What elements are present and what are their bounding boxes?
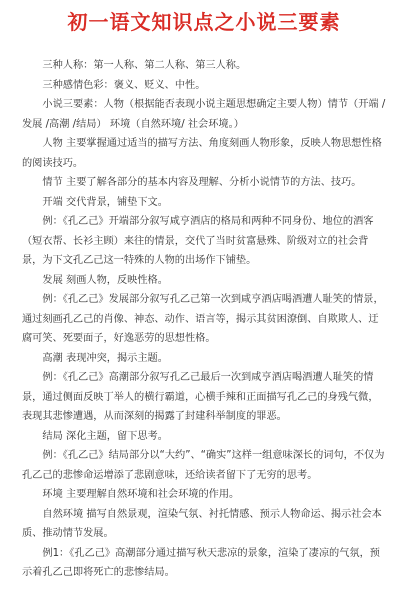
paragraph-development: 发展 刻画人物，反映性格。 bbox=[42, 274, 168, 286]
paragraph-environment: 环境 主要理解自然环境和社会环境的作用。 bbox=[42, 489, 240, 500]
paragraph-ending-example: 例：《孔乙己》结局部分以“大约”、“确实”这样一组意味深长的词句，不仅为孔乙己的悲惨命运增添了悲剧意味，还给读者留下了无穷的思考。 bbox=[22, 450, 385, 481]
paragraph-opening-example: 例：《孔乙己》开端部分叙写咸亨酒店的格局和两种不同身份、地位的酒客（短衣帮、长衫主顾）来往的情景，交代了当时贫富悬殊、阶级对立的社会背景，为下文孔乙己这一特殊的人物的出场作下铺垫。 bbox=[22, 216, 374, 266]
paragraph-opening: 开端 交代背景，铺垫下文。 bbox=[42, 196, 168, 208]
paragraph-plot: 情节 主要了解各部分的基本内容及理解、分析小说情节的方法、技巧。 bbox=[42, 177, 362, 188]
document-title: 初一语文知识点之小说三要素 bbox=[67, 10, 341, 34]
paragraph-ending: 结局 深化主题，留下思考。 bbox=[42, 430, 168, 442]
paragraph-natural-environment: 自然环境 描写自然景观，渲染气氛、衬托情感、预示人物命运、揭示社会本质、推动情节发展。 bbox=[22, 508, 382, 539]
paragraph-three-elements: 小说三要素：人物（根据能否表现小说主题思想确定主要人物）情节（开端 /发展 /高潮 /结局） 环境（自然环境/ 社会环境。） bbox=[22, 99, 386, 130]
paragraph-climax-example: 例：《孔乙己》高潮部分叙写孔乙己最后一次到咸亨酒店喝酒遭人耻笑的情景，通过侧面反映丁举人的横行霸道，心横手辣和正面描写孔乙己的身残气微，表现其悲惨遭遇，从而深刻的揭露了封建科举制度的罪恶。 bbox=[22, 372, 379, 422]
paragraph-climax: 高潮 表现冲突，揭示主题。 bbox=[42, 352, 168, 364]
paragraph-emotion: 三种感情色彩：褒义、贬义、中性。 bbox=[42, 79, 206, 91]
paragraph-development-example: 例：《孔乙己》发展部分叙写孔乙己第一次到咸亨酒店喝酒遭人耻笑的情景，通过刻画孔乙己的肖像、神态、动作、语言等，揭示其贫困潦倒、自欺欺人、迂腐可笑、死要面子，好逸恶劳的思想性格。 bbox=[22, 294, 384, 344]
paragraph-character: 人物 主要掌握通过适当的描写方法、角度刻画人物形象，反映人物思想性格的阅读技巧。 bbox=[22, 138, 382, 169]
paragraph-natural-example: 例1：《孔乙己》高潮部分通过描写秋天悲凉的景象，渲染了凄凉的气氛，预示着孔乙己即将死亡的悲惨结局。 bbox=[22, 547, 380, 578]
paragraph-person: 三种人称：第一人称、第二人称、第三人称。 bbox=[42, 60, 247, 71]
